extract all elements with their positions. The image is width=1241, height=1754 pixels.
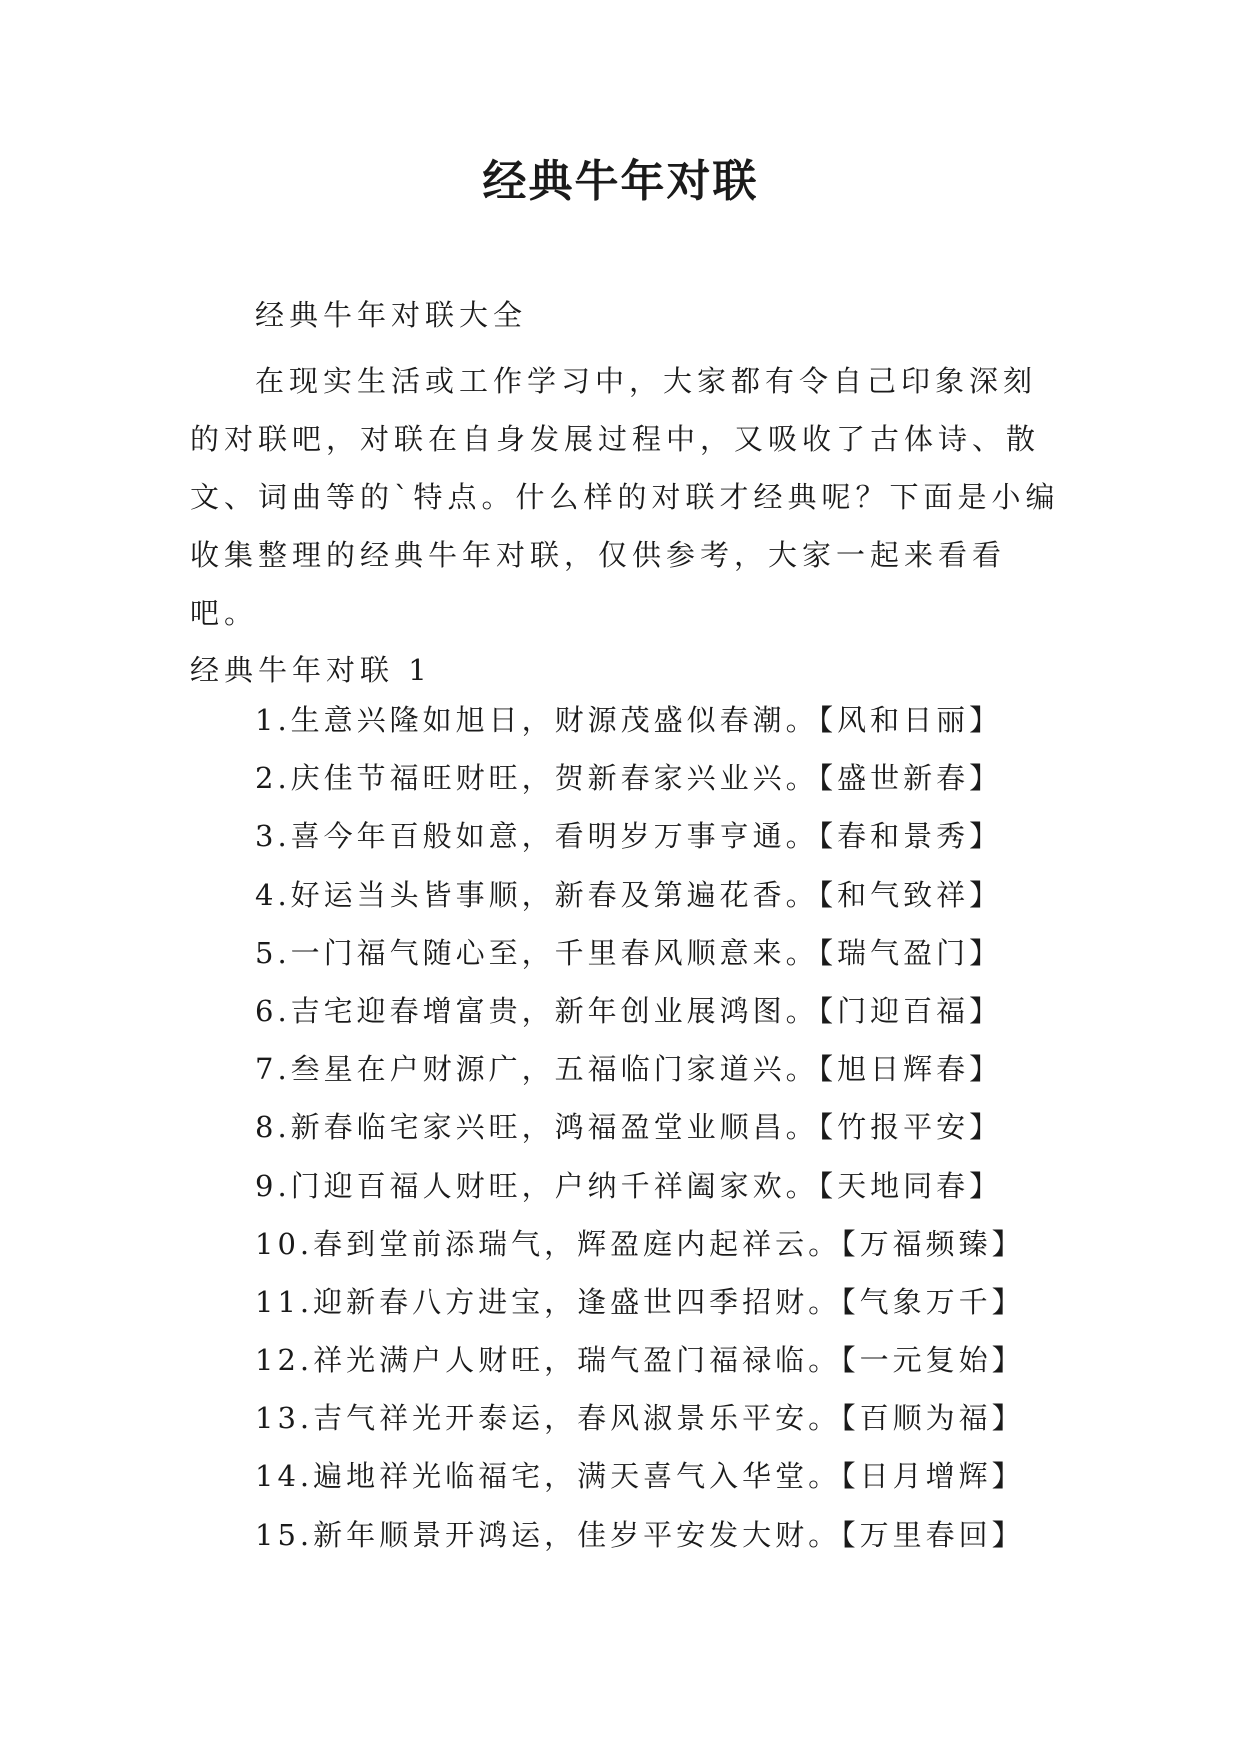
list-item: 8.新春临宅家兴旺，鸿福盈堂业顺昌。【竹报平安】 (255, 1110, 1003, 1145)
list-item: 5.一门福气随心至，千里春风顺意来。【瑞气盈门】 (255, 935, 1003, 970)
list-item: 3.喜今年百般如意，看明岁万事亨通。【春和景秀】 (255, 819, 1003, 854)
list-item: 1.生意兴隆如旭日，财源茂盛似春潮。【风和日丽】 (255, 703, 1003, 737)
list-item: 10.春到堂前添瑞气，辉盈庭内起祥云。【万福频臻】 (255, 1226, 1025, 1261)
subtitle: 经典牛年对联大全 (255, 298, 528, 332)
couplet-list (255, 700, 1025, 1573)
page-title: 经典牛年对联 (482, 156, 759, 207)
intro-text: 在现实生活或工作学习中，大家都有令自己印象深刻的对联吧，对联在自身发展过程中，又吸收了古体诗、散文、词曲等的`特点。什么样的对联才经典呢？下面是小编收集整理的经典牛年对联，仅供参考，大家一起来看看吧。 (190, 364, 1060, 630)
list-item: 12.祥光满户人财旺，瑞气盈门福禄临。【一元复始】 (255, 1343, 1025, 1378)
list-item: 6.吉宅迎春增富贵，新年创业展鸿图。【门迎百福】 (255, 993, 1003, 1028)
list-item: 14.遍地祥光临福宅，满天喜气入华堂。【日月增辉】 (255, 1459, 1025, 1494)
list-item: 9.门迎百福人财旺，户纳千祥阖家欢。【天地同春】 (255, 1168, 1003, 1203)
list-item: 11.迎新春八方进宝，逢盛世四季招财。【气象万千】 (255, 1284, 1025, 1319)
list-item: 13.吉气祥光开泰运，春风淑景乐平安。【百顺为福】 (255, 1401, 1025, 1436)
list-item: 4.好运当头皆事顺，新春及第遍花香。【和气致祥】 (255, 877, 1003, 912)
list-item: 15.新年顺景开鸿运，佳岁平安发大财。【万里春回】 (255, 1517, 1025, 1552)
section-heading: 经典牛年对联 1 (190, 653, 432, 687)
intro-paragraph (190, 352, 1070, 642)
list-item: 7.叁星在户财源广，五福临门家道兴。【旭日辉春】 (255, 1052, 1003, 1087)
list-item: 2.庆佳节福旺财旺，贺新春家兴业兴。【盛世新春】 (255, 761, 1003, 796)
